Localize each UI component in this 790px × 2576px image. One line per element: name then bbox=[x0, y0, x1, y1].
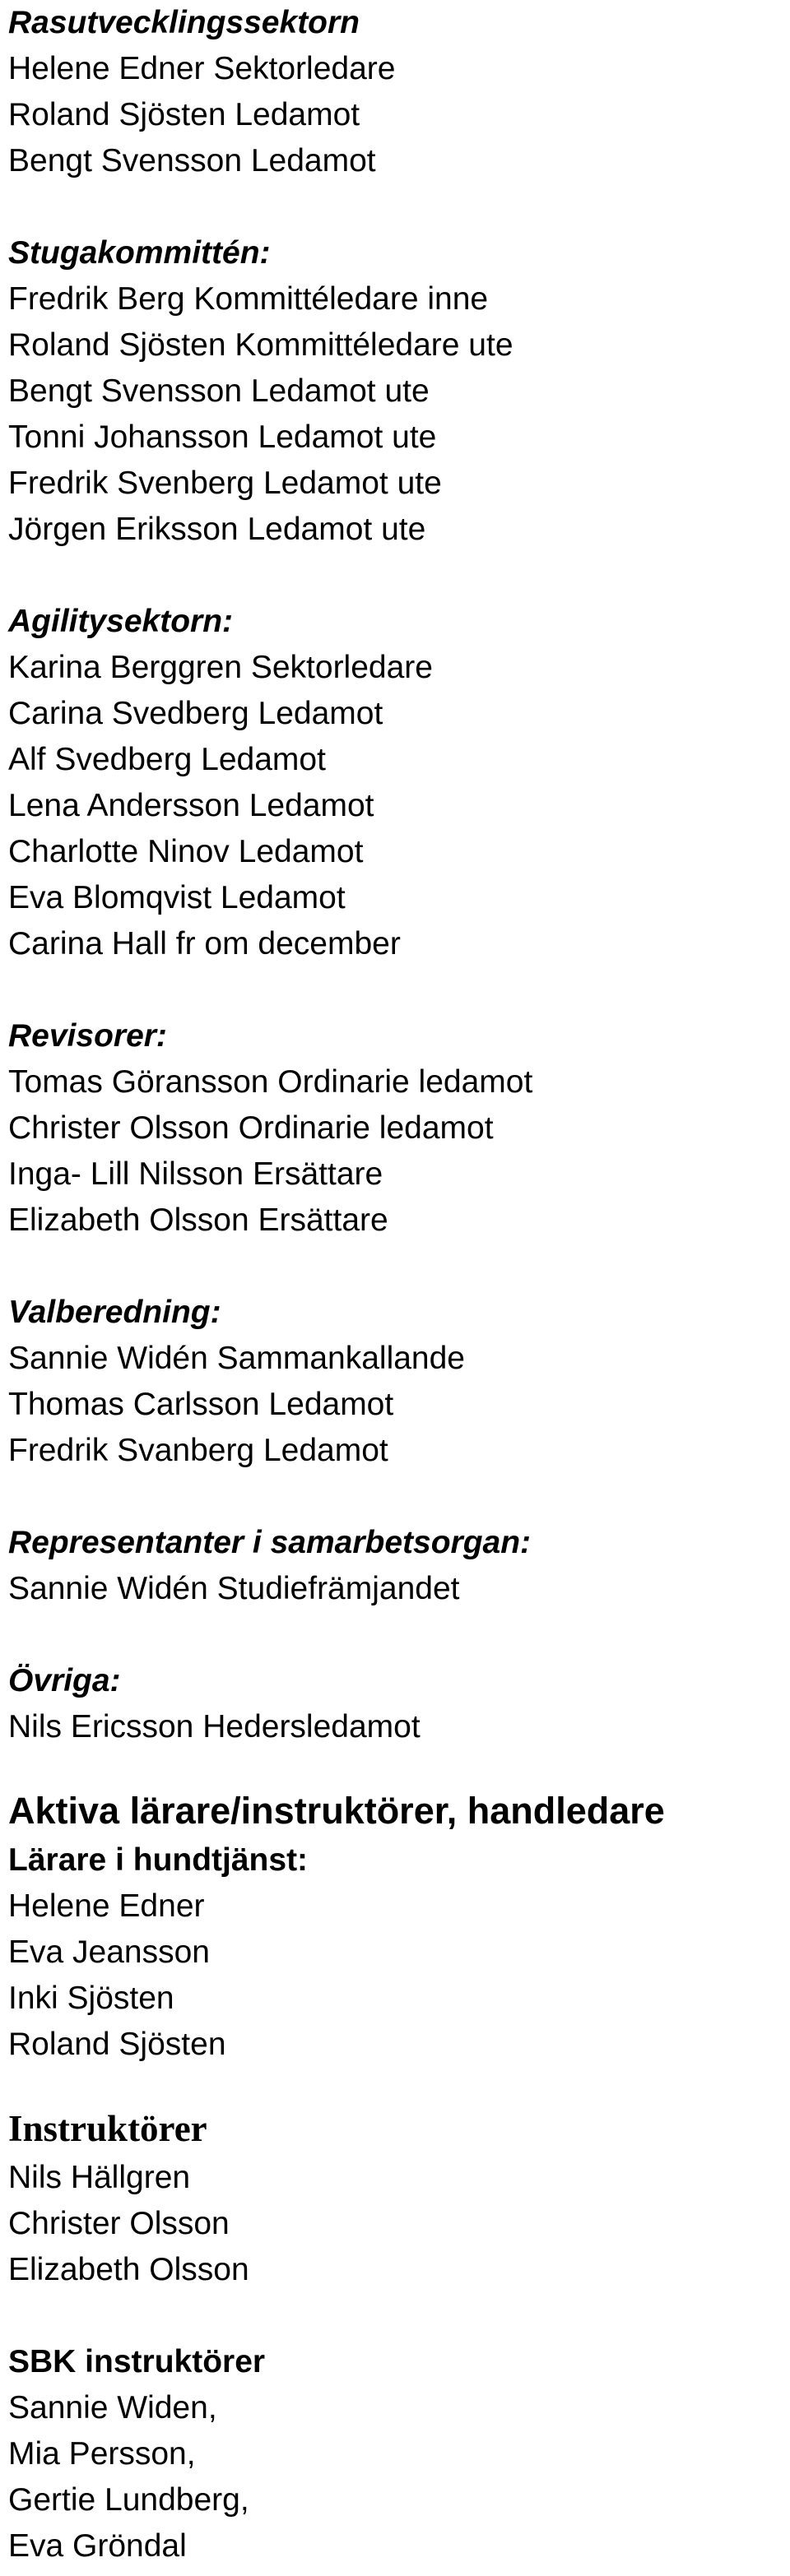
member-line: Alf Svedberg Ledamot bbox=[8, 742, 326, 777]
member-line: Bengt Svensson Ledamot bbox=[8, 143, 376, 178]
section-heading: Rasutvecklingssektorn bbox=[8, 5, 360, 40]
member-line: Nils Ericsson Hedersledamot bbox=[8, 1709, 421, 1744]
member-line: Elizabeth Olsson bbox=[8, 2252, 249, 2287]
spacer bbox=[8, 184, 782, 230]
section-instruktorer bbox=[8, 2102, 782, 2293]
section-heading: Valberedning: bbox=[8, 1295, 221, 1330]
member-line: Tomas Göransson Ordinarie ledamot bbox=[8, 1064, 533, 1100]
active-title: Aktiva lärare/instruktörer, handledare bbox=[8, 1790, 665, 1832]
section-heading: SBK instruktörer bbox=[8, 2344, 266, 2379]
member-line: Gertie Lundberg, bbox=[8, 2482, 249, 2518]
section-heading: Övriga: bbox=[8, 1663, 121, 1698]
section-representanter bbox=[8, 1520, 782, 1612]
section-ovriga bbox=[8, 1658, 782, 1750]
section-heading: Lärare i hundtjänst: bbox=[8, 1842, 309, 1878]
member-line: Jörgen Eriksson Ledamot ute bbox=[8, 512, 426, 547]
spacer bbox=[8, 1612, 782, 1658]
member-line: Eva Jeansson bbox=[8, 1934, 210, 1970]
member-line: Elizabeth Olsson Ersättare bbox=[8, 1202, 388, 1238]
member-line: Helene Edner bbox=[8, 1888, 205, 1924]
spacer bbox=[8, 1474, 782, 1520]
member-line: Carina Hall fr om december bbox=[8, 926, 401, 961]
section-heading: Revisorer: bbox=[8, 1018, 167, 1054]
member-line: Roland Sjösten Kommittéledare ute bbox=[8, 327, 514, 363]
member-line: Helene Edner Sektorledare bbox=[8, 51, 396, 86]
member-line: Roland Sjösten Ledamot bbox=[8, 97, 360, 132]
member-line: Mia Persson, bbox=[8, 2436, 196, 2472]
spacer bbox=[8, 967, 782, 1013]
document bbox=[8, 0, 782, 2569]
member-line: Nils Hällgren bbox=[8, 2160, 191, 2195]
member-line: Bengt Svensson Ledamot ute bbox=[8, 373, 430, 409]
member-line: Christer Olsson Ordinarie ledamot bbox=[8, 1110, 494, 1146]
spacer bbox=[8, 2068, 782, 2102]
spacer bbox=[8, 553, 782, 599]
member-line: Tonni Johansson Ledamot ute bbox=[8, 419, 437, 455]
member-line: Roland Sjösten bbox=[8, 2027, 226, 2062]
spacer bbox=[8, 2293, 782, 2339]
section-heading: Agilitysektorn: bbox=[8, 604, 234, 639]
member-line: Fredrik Berg Kommittéledare inne bbox=[8, 281, 489, 317]
member-line: Thomas Carlsson Ledamot bbox=[8, 1387, 394, 1422]
spacer bbox=[8, 1750, 782, 1785]
member-line: Lena Andersson Ledamot bbox=[8, 788, 374, 823]
member-line: Fredrik Svanberg Ledamot bbox=[8, 1433, 388, 1468]
member-line: Inga- Lill Nilsson Ersättare bbox=[8, 1156, 383, 1192]
section-rasutveckling bbox=[8, 0, 782, 184]
spacer bbox=[8, 1244, 782, 1290]
member-line: Charlotte Ninov Ledamot bbox=[8, 834, 364, 869]
section-heading: Representanter i samarbetsorgan: bbox=[8, 1525, 532, 1560]
member-line: Eva Gröndal bbox=[8, 2528, 187, 2564]
section-stugakommitten bbox=[8, 230, 782, 553]
member-line: Carina Svedberg Ledamot bbox=[8, 696, 383, 731]
member-line: Sannie Widén Sammankallande bbox=[8, 1341, 465, 1376]
member-line: Fredrik Svenberg Ledamot ute bbox=[8, 466, 442, 501]
section-heading: Stugakommittén: bbox=[8, 235, 271, 271]
member-line: Sannie Widen, bbox=[8, 2390, 217, 2425]
section-larare bbox=[8, 1837, 782, 2068]
member-line: Eva Blomqvist Ledamot bbox=[8, 880, 346, 915]
member-line: Karina Berggren Sektorledare bbox=[8, 650, 433, 685]
section-valberedning bbox=[8, 1290, 782, 1474]
section-revisorer bbox=[8, 1013, 782, 1244]
member-line: Christer Olsson bbox=[8, 2206, 230, 2241]
section-sbk bbox=[8, 2339, 782, 2569]
member-line: Sannie Widén Studiefrämjandet bbox=[8, 1571, 460, 1606]
section-heading: Instruktörer bbox=[8, 2108, 207, 2149]
section-agility bbox=[8, 599, 782, 967]
member-line: Inki Sjösten bbox=[8, 1981, 174, 2016]
